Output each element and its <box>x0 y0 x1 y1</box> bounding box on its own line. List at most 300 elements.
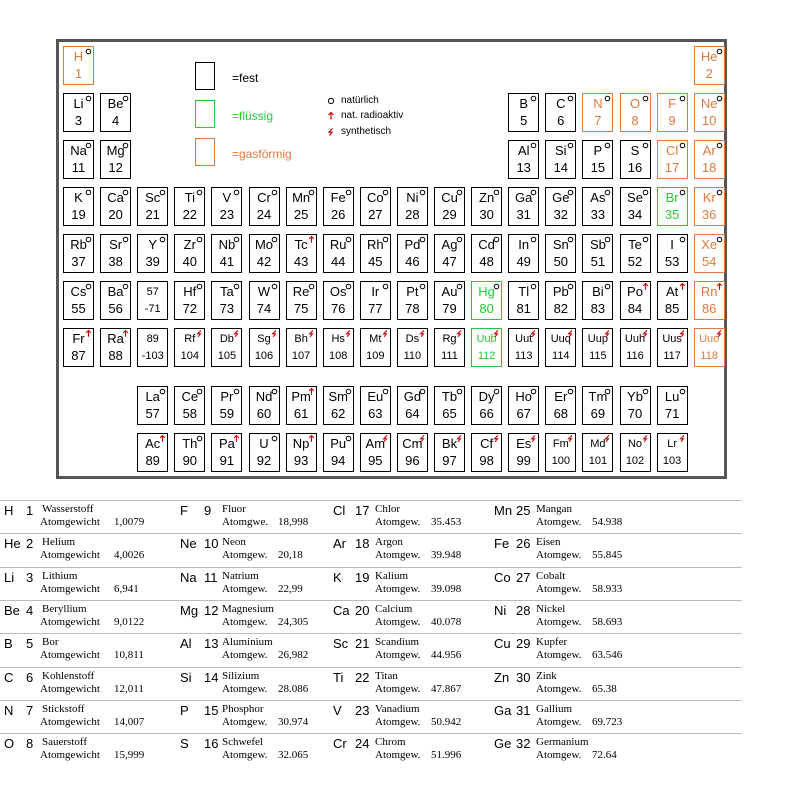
element-name: Helium <box>42 536 75 549</box>
element-number: 90 <box>182 453 198 468</box>
element-cell <box>620 140 651 179</box>
element-symbol: K <box>333 569 342 585</box>
natural-icon <box>233 236 240 243</box>
element-symbol: Rh <box>366 237 384 252</box>
element-number: 31 <box>516 207 531 222</box>
element-cell <box>471 234 502 273</box>
element-cell <box>471 187 502 226</box>
element-number: 8 <box>631 113 639 128</box>
weight-label: Atomgew. <box>375 649 421 662</box>
element-symbol: Se <box>627 190 643 205</box>
synthetic-icon <box>271 330 278 337</box>
element-symbol: Zr <box>183 237 196 252</box>
element-symbol: Ta <box>220 284 234 299</box>
element-cell <box>174 433 205 472</box>
natural-icon <box>159 189 166 196</box>
element-number: 59 <box>219 406 235 421</box>
element-number: 88 <box>108 348 123 363</box>
element-cell <box>471 281 502 320</box>
weight-value: 24,305 <box>278 615 309 628</box>
element-symbol: Bk <box>441 436 458 451</box>
element-number: 114 <box>552 350 570 362</box>
element-number: 12 <box>108 160 123 175</box>
element-symbol: Tl <box>518 284 530 299</box>
element-cell <box>582 234 613 273</box>
radioactive-icon <box>233 435 240 442</box>
element-symbol: Uut <box>515 333 533 345</box>
element-symbol: Ti <box>333 669 344 685</box>
element-number: 4 <box>111 113 120 128</box>
natural-icon <box>122 283 129 290</box>
element-number: 117 <box>663 350 681 362</box>
element-symbol: Uuo <box>699 333 720 345</box>
natural-icon <box>456 236 463 243</box>
element-symbol: Cd <box>478 237 495 252</box>
element-number: 29 <box>442 207 457 222</box>
element-symbol: Ni <box>406 190 419 205</box>
element-number: 7 <box>594 113 602 128</box>
element-symbol: Am <box>365 436 386 451</box>
element-symbol: Co <box>494 569 511 585</box>
natural-icon <box>679 189 686 196</box>
element-symbol: F <box>668 96 677 111</box>
element-cell <box>657 140 688 179</box>
element-symbol: No <box>627 438 643 450</box>
element-number: 11 <box>71 160 86 175</box>
element-symbol: Ne <box>700 96 718 111</box>
element-number: 74 <box>256 301 272 316</box>
list-divider <box>0 533 742 534</box>
element-number: 33 <box>590 207 606 222</box>
weight-value: 12,011 <box>114 682 144 695</box>
synthetic-icon <box>642 330 649 337</box>
weight-value: 15,999 <box>114 749 145 762</box>
element-symbol: Ga <box>494 702 512 718</box>
element-cell <box>397 386 428 425</box>
element-number: 1 <box>74 66 83 81</box>
weight-label: Atomgew. <box>536 582 582 595</box>
element-cell <box>434 433 465 472</box>
element-symbol: O <box>629 96 641 111</box>
element-symbol: Zn <box>494 669 510 685</box>
element-symbol: Ar <box>333 536 346 552</box>
weight-value: 55.845 <box>592 549 623 562</box>
element-symbol: Cs <box>70 284 87 299</box>
synthetic-icon <box>642 435 649 442</box>
natural-icon <box>308 283 315 290</box>
element-number: 42 <box>256 254 272 269</box>
radioactive-icon <box>85 330 92 337</box>
element-number: 103 <box>662 455 682 467</box>
legend-solid-label: =fest <box>232 71 259 85</box>
element-number: 17 <box>664 160 680 175</box>
radioactive-icon <box>308 388 315 395</box>
element-symbol: Fr <box>72 331 85 346</box>
element-symbol: Rb <box>70 237 87 252</box>
element-number: 40 <box>182 254 198 269</box>
element-symbol: At <box>665 284 679 299</box>
element-name: Phosphor <box>222 702 264 715</box>
element-symbol: O <box>4 736 15 752</box>
element-symbol: Pt <box>406 284 419 299</box>
natural-icon <box>567 189 574 196</box>
element-symbol: Uus <box>662 333 682 345</box>
element-cell <box>545 281 576 320</box>
element-number: 76 <box>330 301 346 316</box>
element-cell <box>545 140 576 179</box>
element-symbol: Pb <box>552 284 569 299</box>
weight-label: Atomgewicht <box>40 649 100 662</box>
element-symbol: Np <box>292 436 310 451</box>
element-cell <box>657 234 688 273</box>
element-symbol: W <box>257 284 271 299</box>
element-number: 21 <box>145 207 160 222</box>
natural-icon <box>716 189 723 196</box>
weight-value: 51.996 <box>431 749 462 762</box>
synthetic-icon <box>419 330 426 337</box>
element-symbol: Cr <box>257 190 271 205</box>
natural-icon <box>271 283 278 290</box>
weight-value: 65.38 <box>592 682 617 695</box>
element-cell <box>211 433 242 472</box>
element-number: 37 <box>71 254 86 269</box>
natural-icon <box>679 95 686 102</box>
element-symbol: P <box>180 702 189 718</box>
element-number: 9 <box>204 503 212 518</box>
natural-icon <box>530 236 537 243</box>
element-cell <box>63 234 94 273</box>
element-name: Stickstoff <box>42 702 85 715</box>
natural-icon <box>530 283 537 290</box>
element-symbol: Li <box>4 569 15 585</box>
element-cell <box>657 187 688 226</box>
element-number: 85 <box>664 301 680 316</box>
natural-icon <box>419 189 426 196</box>
natural-icon <box>122 236 129 243</box>
element-name: Chrom <box>375 736 406 749</box>
element-symbol: Lu <box>664 389 680 404</box>
element-symbol: Te <box>628 237 642 252</box>
element-name: Vanadium <box>375 702 420 715</box>
weight-label: Atomgew. <box>222 749 268 762</box>
element-symbol: Ba <box>107 284 124 299</box>
element-number: 28 <box>516 602 531 618</box>
element-symbol: V <box>222 190 232 205</box>
element-cell <box>694 46 725 85</box>
element-number: 6 <box>557 113 565 128</box>
natural-icon <box>345 435 352 442</box>
natural-icon <box>159 388 166 395</box>
element-cell <box>397 234 428 273</box>
element-number: 75 <box>293 301 309 316</box>
weight-label: Atomgew. <box>222 649 268 662</box>
element-symbol: Au <box>441 284 458 299</box>
element-symbol: Pr <box>220 389 234 404</box>
legend-natural-label: natürlich <box>341 95 379 106</box>
element-cell <box>63 140 94 179</box>
element-number: 66 <box>479 406 494 421</box>
weight-value: 39.948 <box>431 549 462 562</box>
element-cell <box>545 433 576 472</box>
weight-label: Atomgew. <box>375 582 421 595</box>
element-number: 94 <box>330 453 346 468</box>
weight-value: 54.938 <box>592 516 623 528</box>
element-symbol: Mt <box>369 333 382 345</box>
weight-label: Atomgew. <box>375 682 421 695</box>
natural-icon <box>382 283 389 290</box>
element-name: Wasserstoff <box>42 503 94 515</box>
element-symbol: Bh <box>294 333 308 345</box>
natural-icon <box>604 283 611 290</box>
weight-label: Atomgew. <box>536 749 582 762</box>
element-symbol: Ca <box>333 602 350 618</box>
element-number: 38 <box>108 254 123 269</box>
radioactive-icon <box>327 112 335 120</box>
element-symbol: K <box>74 190 83 205</box>
natural-icon <box>196 435 203 442</box>
element-cell <box>323 386 354 425</box>
element-symbol: Uup <box>587 333 608 345</box>
element-number: 113 <box>514 350 533 362</box>
element-number: 96 <box>405 453 420 468</box>
element-number: 91 <box>219 453 235 468</box>
element-symbol: Ge <box>552 190 570 205</box>
element-cell <box>434 234 465 273</box>
element-number: 118 <box>700 350 718 362</box>
element-number: 105 <box>217 350 237 362</box>
element-name: Kalium <box>375 569 408 582</box>
weight-value: 32.065 <box>278 749 309 762</box>
element-symbol: Bi <box>592 284 604 299</box>
element-cell <box>694 281 725 320</box>
element-symbol: Mn <box>494 503 513 518</box>
element-number: 46 <box>405 254 420 269</box>
element-name: Mangan <box>536 503 573 515</box>
element-cell <box>508 281 539 320</box>
weight-label: Atomgew. <box>536 715 582 728</box>
element-symbol: C <box>4 669 14 685</box>
element-cell <box>63 93 94 132</box>
element-cell <box>286 433 317 472</box>
natural-icon <box>85 189 92 196</box>
element-number: 97 <box>442 453 457 468</box>
synthetic-icon <box>493 435 500 442</box>
element-cell <box>620 281 651 320</box>
weight-label: Atomgewicht <box>40 749 100 762</box>
element-symbol: Be <box>4 602 20 618</box>
weight-value: 72.64 <box>592 749 617 762</box>
element-symbol: Os <box>329 284 347 299</box>
list-divider <box>0 500 742 501</box>
element-cell <box>323 234 354 273</box>
element-number: 99 <box>516 453 531 468</box>
element-name: Lithium <box>42 569 78 582</box>
element-number: 101 <box>588 455 608 467</box>
element-name: Scandium <box>375 636 419 649</box>
element-symbol: H <box>4 503 14 518</box>
weight-value: 50.942 <box>431 715 462 728</box>
element-symbol: He <box>700 49 718 64</box>
element-cell <box>508 234 539 273</box>
element-number: 36 <box>701 207 717 222</box>
weight-label: Atomgewicht <box>40 715 100 728</box>
synthetic-icon <box>419 435 426 442</box>
weight-label: Atomgew. <box>375 516 421 528</box>
natural-icon <box>493 283 500 290</box>
element-cell <box>545 93 576 132</box>
element-number: 1 <box>26 503 34 518</box>
element-number: 32 <box>553 207 569 222</box>
natural-icon <box>642 236 649 243</box>
natural-icon <box>159 236 166 243</box>
natural-icon <box>567 236 574 243</box>
element-symbol: Eu <box>367 389 384 404</box>
element-symbol: Sm <box>328 389 348 404</box>
element-symbol: Cl <box>333 503 346 518</box>
element-cell <box>137 386 168 425</box>
element-cell <box>100 281 131 320</box>
element-number: 54 <box>701 254 717 269</box>
element-number: 92 <box>256 453 272 468</box>
natural-icon <box>196 283 203 290</box>
element-cell <box>397 328 428 367</box>
weight-label: Atomgew. <box>536 649 582 662</box>
natural-icon <box>493 236 500 243</box>
element-symbol: Mn <box>292 190 311 205</box>
element-cell <box>471 328 502 367</box>
element-number: 102 <box>625 455 645 467</box>
element-number: 5 <box>520 113 528 128</box>
element-symbol: La <box>145 389 160 404</box>
element-symbol: Mo <box>254 237 274 252</box>
element-symbol: Al <box>180 636 192 652</box>
element-symbol: Ag <box>441 237 458 252</box>
element-symbol: V <box>333 702 342 718</box>
legend-gas-box <box>195 138 215 166</box>
element-number: 89 <box>145 453 160 468</box>
element-symbol: Ra <box>107 331 124 346</box>
element-name: Aluminium <box>222 636 273 649</box>
element-number: 77 <box>368 301 383 316</box>
element-symbol: Sr <box>109 237 123 252</box>
synthetic-icon <box>456 435 463 442</box>
element-symbol: Br <box>665 190 679 205</box>
legend-liquid-label: =flüssig <box>232 109 274 123</box>
element-number: 4 <box>26 602 34 618</box>
element-cell <box>63 281 94 320</box>
element-number: 7 <box>26 702 34 718</box>
element-name: Kohlenstoff <box>42 669 95 682</box>
weight-label: Atomgew. <box>375 715 421 728</box>
weight-label: Atomgew. <box>222 615 268 628</box>
legend-solid-box <box>195 62 215 90</box>
element-cell <box>657 281 688 320</box>
element-symbol: Na <box>70 143 87 158</box>
element-number: 25 <box>516 503 531 518</box>
element-cell <box>545 234 576 273</box>
element-symbol: N <box>4 702 14 718</box>
element-cell <box>100 187 131 226</box>
element-number: 60 <box>256 406 272 421</box>
element-cell <box>657 93 688 132</box>
element-symbol: Uub <box>476 333 497 345</box>
element-number: 84 <box>627 301 643 316</box>
element-cell <box>582 187 613 226</box>
element-number: 15 <box>590 160 606 175</box>
natural-icon <box>271 189 278 196</box>
element-cell <box>508 328 539 367</box>
element-symbol: Zn <box>479 190 495 205</box>
weight-label: Atomgew. <box>536 516 582 528</box>
natural-icon <box>530 95 537 102</box>
element-number: 71 <box>664 406 680 421</box>
natural-icon <box>122 95 129 102</box>
element-cell <box>249 281 280 320</box>
element-number: 57 <box>145 406 160 421</box>
element-cell <box>360 433 391 472</box>
natural-icon <box>456 388 463 395</box>
natural-icon <box>196 189 203 196</box>
element-number: 23 <box>219 207 235 222</box>
element-cell <box>694 328 725 367</box>
weight-value: 14,007 <box>114 715 145 728</box>
element-name: Bor <box>42 636 59 649</box>
element-symbol: Sb <box>589 237 606 252</box>
element-number: 14 <box>204 669 219 685</box>
element-cell <box>286 281 317 320</box>
element-number: 111 <box>441 350 458 362</box>
element-symbol: Er <box>554 389 568 404</box>
element-name: Zink <box>536 669 557 682</box>
element-symbol: Cu <box>494 636 511 652</box>
element-number: 2 <box>26 536 34 552</box>
natural-icon <box>345 189 352 196</box>
element-cell <box>620 187 651 226</box>
element-number: 8 <box>26 736 34 752</box>
element-number: 87 <box>71 348 86 363</box>
natural-icon <box>122 142 129 149</box>
element-number: 107 <box>291 350 311 362</box>
element-cell <box>657 386 688 425</box>
element-symbol: Si <box>555 143 567 158</box>
element-number: 72 <box>182 301 198 316</box>
natural-icon <box>679 142 686 149</box>
element-number: 58 <box>182 406 198 421</box>
weight-value: 58.933 <box>592 582 623 595</box>
weight-label: Atomgew. <box>375 549 421 562</box>
element-cell <box>100 93 131 132</box>
element-number: 34 <box>627 207 643 222</box>
synthetic-icon <box>382 435 389 442</box>
natural-icon <box>327 97 335 105</box>
synthetic-icon <box>382 330 389 337</box>
element-cell <box>694 234 725 273</box>
natural-icon <box>604 388 611 395</box>
element-cell <box>211 281 242 320</box>
natural-icon <box>493 189 500 196</box>
element-cell <box>249 433 280 472</box>
natural-icon <box>85 95 92 102</box>
element-number: 83 <box>590 301 606 316</box>
element-cell <box>620 328 651 367</box>
element-cell <box>211 234 242 273</box>
natural-icon <box>196 236 203 243</box>
element-number: 61 <box>293 406 309 421</box>
element-cell <box>286 234 317 273</box>
element-cell <box>63 46 94 85</box>
radioactive-icon <box>716 283 723 290</box>
element-symbol: Dy <box>478 389 495 404</box>
